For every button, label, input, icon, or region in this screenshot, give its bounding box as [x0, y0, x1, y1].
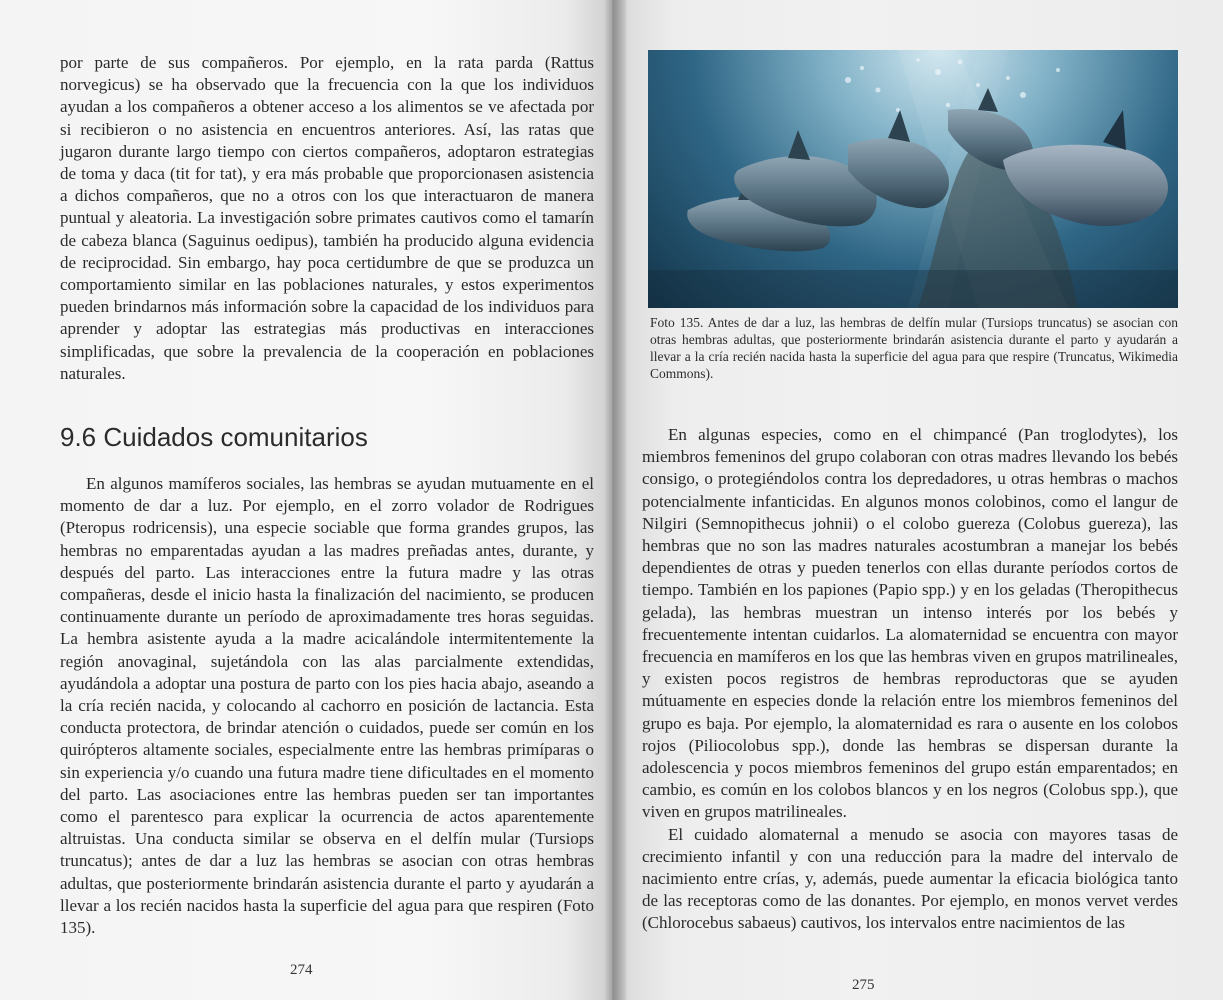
paragraph: En algunos mamíferos sociales, las hembras se ayudan mutuamente en el momento de dar a luz. Por ejemplo, en el zorro volador de Rodrigues (Pteropus rodricensis), una especie sociable que forma grandes grupos, las hembras no emparentadas ayudan a las madres preñadas antes, durante, y después del parto. Las interacciones entre la futura madre y las otras compañeras, desde el inicio hasta la finalización del nacimiento, se producen continuamente durante un período de aproximadamente tres horas seguidas. La hembra asistente ayuda a la madre acicalándole intermitentemente la región anovaginal, sujetándola con las alas parcialmente extendidas, ayudándola a adoptar una postura de parto con los pies hacia abajo, aseando a la cría recién nacida, y colocando al cachorro en posición de lactancia. Esta conducta protectora, de brindar atención o cuidados, puede ser común en los quirópteros altamente sociales, especialmente entre las hembras primíparas o sin experiencia y/o cuando una futura madre tiene dificultades en el momento del parto. Las asociaciones entre las hembras pueden ser tan importantes como el parentesco para explicar la ocurrencia de actos aparentemente altruistas. Una conducta similar se observa en el delfín mular (Tursiops truncatus); antes de dar a luz las hembras se asocian con otras hembras adultas, que posteriormente brindarán asistencia durante el parto y ayudarán a llevar a los recién nacidos hasta la superficie del agua para que respiren (Foto 135).: [60, 474, 594, 938]
left-page-intro-text: [60, 52, 594, 385]
dolphin-photo: [648, 50, 1178, 308]
paragraph: por parte de sus compañeros. Por ejemplo, en la rata parda (Rattus norvegicus) se ha observado que la frecuencia con la que los individuos ayudan a los compañeros a obtener acceso a los alimentos se ve afectada por si recibieron o no asistencia en encuentros anteriores. Así, las ratas que jugaron durante largo tiempo con ciertos compañeros, adoptaron estrategias de toma y daca (tit for tat), y era más probable que proporcionasen asistencia a dichos compañeros, que no a otros con los que interactuaron de manera puntual y aleatoria. La investigación sobre primates cautivos como el tamarín de cabeza blanca (Saguinus oedipus), también ha producido alguna evidencia de reciprocidad. Sin embargo, hay poca certidumbre de que se produzca un comportamiento similar en las poblaciones naturales, y estos experimentos pueden brindarnos más información sobre la capacidad de los individuos para aprender y adoptar las estrategias más productivas en interacciones simplificadas, que sobre la prevalencia de la cooperación en poblaciones naturales.: [60, 53, 594, 383]
right-page-body-text: [642, 424, 1178, 935]
photo-caption: [650, 314, 1178, 382]
page-number: 275: [852, 977, 875, 993]
dolphin-illustration: [648, 50, 1178, 308]
caption-text: Foto 135. Antes de dar a luz, las hembras de delfín mular (Tursiops truncatus) se asocian con otras hembras adultas, que posteriormente brindarán asistencia durante el parto y ayudarán a llevar a la cría recién nacida hasta la superficie del agua para que respire (Truncatus, Wikimedia Commons).: [650, 315, 1178, 381]
paragraph: En algunas especies, como en el chimpancé (Pan troglodytes), los miembros femeninos del grupo colaboran con otras madres llevando los bebés consigo, o protegiéndolos contra los depredadores, u otras hembras o machos potencialmente infanticidas. En algunos monos colobinos, como el langur de Nilgiri (Semnopithecus johnii) o el colobo guereza (Colobus guereza), las hembras que no son las madres naturales acostumbran a manejar los bebés dependientes de otras y pueden tenerlos con ellas durante períodos cortos de tiempo. También en los papiones (Papio spp.) y en los geladas (Theropithecus gelada), las hembras muestran un intenso interés por los bebés y frecuentemente intentan cuidarlos. La alomaternidad se encuentra con mayor frecuencia en mamíferos en los que las hembras viven en grupos matrilineales, y existen pocos registros de hembras reproductoras que se ayuden mútuamente en especies donde la relación entre los miembros femeninos del grupo es baja. Por ejemplo, la alomaternidad es rara o ausente en los colobos rojos (Piliocolobus spp.), donde las hembras se dispersan durante la adolescencia y pocos miembros femeninos del grupo están emparentados; en cambio, es común en los colobos blancos y en los negros (Colobus spp.), que viven en grupos matrilineales.: [642, 425, 1178, 822]
left-page-body-text: [60, 456, 594, 956]
page-number: 274: [290, 962, 313, 978]
section-heading: 9.6 Cuidados comunitarios: [60, 422, 368, 452]
paragraph: El cuidado alomaternal a menudo se asocia con mayores tasas de crecimiento infantil y con una reducción para la madre del intervalo de nacimiento entre crías, y, además, puede aumentar la eficacia biológica tanto de las receptoras como de las donantes. Por ejemplo, en monos vervet verdes (Chlorocebus sabaeus) cautivos, los intervalos entre nacimientos de las: [642, 824, 1178, 933]
book-gutter: [604, 0, 626, 1000]
